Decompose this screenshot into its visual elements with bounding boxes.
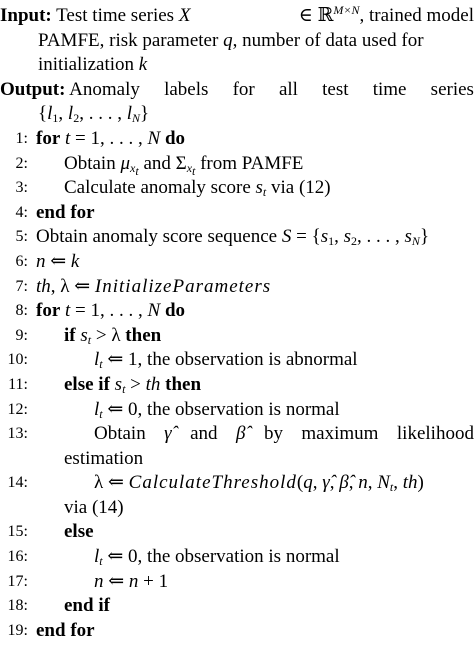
algo-line-8: 8: for t = 1, . . . , N do (0, 299, 474, 324)
input-line-1: Input: Test time series X ∈ ℝ$^{M\times N}$, trained model (0, 3, 474, 26)
input-line-3: initialization k (38, 54, 148, 76)
algo-line-3: 3: Calculate anomaly score $s_t$ via (12) (0, 176, 474, 201)
line-number: 15: (7, 523, 28, 541)
algo-line-16: 16: $l_t$ ⇐ 0, the observation is normal (0, 545, 474, 570)
line-number: 13: (7, 425, 28, 443)
line-number: 7: (15, 277, 28, 295)
line-number: 12: (7, 400, 28, 418)
line-number: 6: (15, 252, 28, 270)
input-dimension: M×N (333, 3, 360, 17)
line-number: 9: (15, 326, 28, 344)
input-line-2: PAMFE, risk parameter q, number of data used for (38, 29, 424, 51)
algo-line-9: 9: if $s_t > \lambda$ then (0, 324, 474, 349)
line-number: 4: (15, 203, 28, 221)
algo-line-18: 18: end if (0, 594, 474, 619)
line-number: 8: (15, 302, 28, 320)
line-number: 18: (7, 597, 28, 615)
line-number: 14: (7, 474, 28, 492)
line-number: 11: (8, 375, 28, 393)
line-number: 17: (7, 572, 28, 590)
algo-line-4: 4: end for (0, 201, 474, 226)
algo-line-5: 5: Obtain anomaly score sequence $S = \{s_1$, $s_2$, . . . , $s_N$} (0, 225, 474, 250)
algo-line-7: 7: th, λ ⇐ InitializeParameters (0, 275, 474, 300)
line-number: 2: (15, 154, 28, 172)
algo-line-11: 11: else if $s_t$ > th then (0, 373, 474, 398)
output-line-2: {$l_1$, $l_2$, . . . , $l_N$} (38, 103, 150, 126)
line-number: 10: (7, 351, 28, 369)
line-number: 16: (7, 548, 28, 566)
input-label: Input: (0, 5, 52, 26)
output-line-1: Output: Anomaly labels for all test time series (0, 78, 474, 100)
line-number: 19: (7, 621, 28, 639)
line-number: 1: (15, 129, 28, 147)
algo-line-17: 17: n ⇐ n + 1 (0, 570, 474, 595)
line-number: 5: (15, 228, 28, 246)
output-label: Output: (0, 78, 66, 100)
algo-line-14: 14: λ ⇐ CalculateThreshold(q, γ̂, β̂, n, $N_t$, th) (0, 471, 474, 496)
algo-line-15: 15: else (0, 520, 474, 545)
algo-line-10: 10: $l_t$ ⇐ 1, the observation is abnormal (0, 348, 474, 373)
algo-line-1: 1: for t = 1, . . . , N do (0, 127, 474, 152)
line-number: 3: (15, 179, 28, 197)
algo-line-13: 13: Obtain γ̂ and β̂ by maximum likelihood (0, 422, 474, 447)
algo-line-6: 6: n ⇐ k (0, 250, 474, 275)
algo-line-13-continued: estimation (64, 447, 144, 469)
algo-line-2: 2: Obtain $\mu_{x_t}$ and $\Sigma_{x_t}$ from PAMFE (0, 152, 474, 177)
algo-line-12: 12: $l_t$ ⇐ 0, the observation is normal (0, 398, 474, 423)
algo-line-19: 19: end for (0, 619, 474, 644)
algorithm-block (0, 4, 474, 643)
algo-line-14-continued: via (14) (64, 496, 124, 518)
